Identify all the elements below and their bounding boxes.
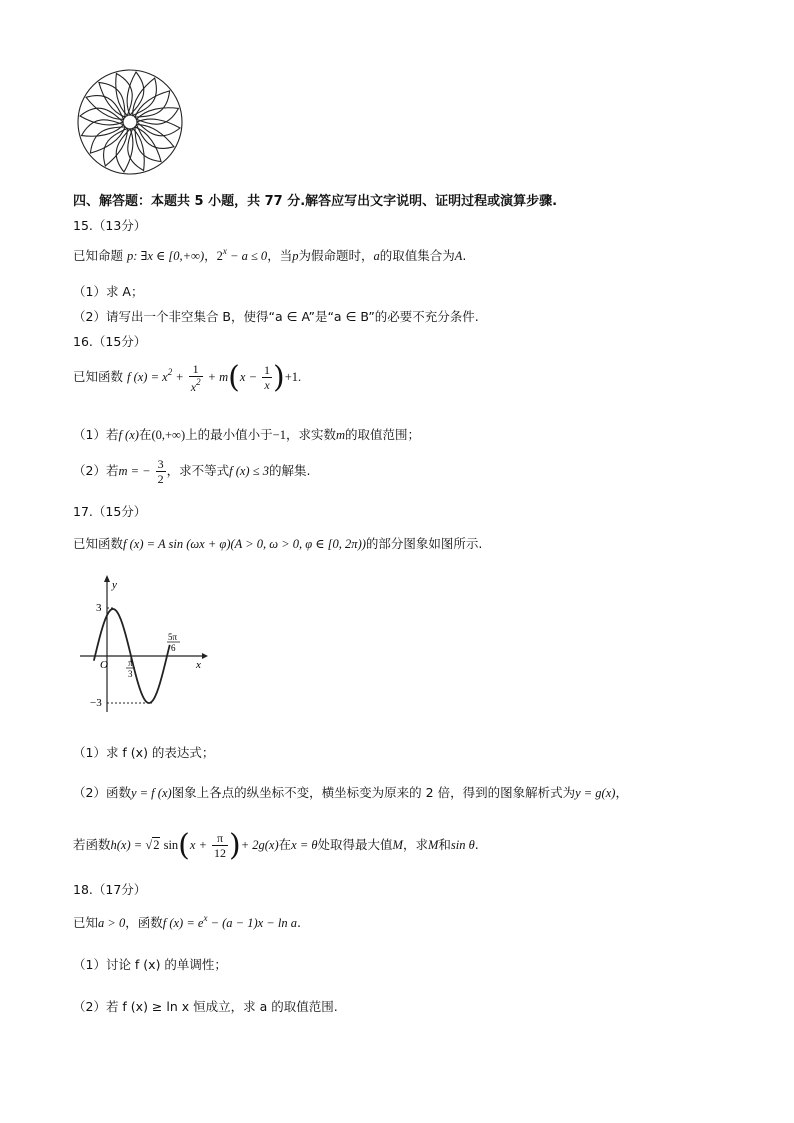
q16-part1: （1）若f (x)在(0,+∞)上的最小值小于−1，求实数m的取值范围； xyxy=(73,427,421,442)
q18-stem: 已知a > 0，函数f $(x) = e^x - (a - 1)x - \ln a$. xyxy=(73,913,301,930)
q16-header: 16.（15分） xyxy=(73,334,147,349)
y-label: y xyxy=(112,579,117,591)
q17-part2-line1: （2）函数y = f (x)图象上各点的纵坐标不变，横坐标变为原来的 2 倍，得到的图象解析式为y = g(x)， xyxy=(73,785,628,800)
q15-header: 15.（13分） xyxy=(73,218,147,233)
flower-petal xyxy=(83,90,129,122)
q18-part1: （1）讨论 f (x) 的单调性； xyxy=(73,957,227,972)
y-axis-arrow xyxy=(104,575,110,582)
tick-5pi6-num: 5π xyxy=(168,632,178,642)
q15-stem: 已知命题 p: ∃x ∈ [0,+∞)，$2^x - a \le 0$，当p为假命题时，a的取值集合为A. xyxy=(73,246,467,263)
q17-header: 17.（15分） xyxy=(73,504,147,519)
tick-5pi6-den: 6 xyxy=(171,643,176,653)
tick-pi3-num: π xyxy=(128,658,133,668)
x-axis-arrow xyxy=(202,653,208,659)
ymax-label: 3 xyxy=(96,602,102,614)
flower-emblem-icon xyxy=(74,68,186,176)
origin-label: O xyxy=(100,659,108,671)
section-title: 四、解答题：本题共 5 小题，共 77 分.解答应写出文字说明、证明过程或演算步骤. xyxy=(73,194,558,209)
flower-petal xyxy=(98,123,130,169)
q17-part2-line2: 若函数h(x) = √2 sin(x + $\frac{\pi}{12}$ )+ 2g(x)在x = θ处取得最大值M，求M和sin θ. xyxy=(73,828,479,863)
q15-part2: （2）请写出一个非空集合 B，使得“a ∈ A”是“a ∈ B”的必要不充分条件. xyxy=(73,309,479,324)
flower-petal xyxy=(130,75,162,121)
q17-stem: 已知函数f (x) = A sin (ωx + φ)(A > 0, ω > 0, φ ∈ [0, 2π))的部分图象如图所示. xyxy=(73,536,483,551)
q18-header: 18.（17分） xyxy=(73,882,147,897)
flower-petal xyxy=(131,122,177,154)
q16-stem: 已知函数 f $(x) = x^2$ + $\frac{1}{x^2}$ + m(x − $\frac{1}{x}$ )+1. xyxy=(73,360,302,395)
q17-part1: （1）求 f (x) 的表达式； xyxy=(73,745,215,760)
q15-part1: （1）求 A； xyxy=(73,284,144,299)
x-label: x xyxy=(196,659,201,671)
q18-part2: （2）若 f (x) ≥ ln x 恒成立，求 a 的取值范围. xyxy=(73,999,338,1014)
tick-pi3-den: 3 xyxy=(128,669,133,679)
q17-sine-graph xyxy=(74,572,209,717)
q16-part2: （2）若m = − $\frac{3}{2}$ ，求不等式f (x) ≤ 3的解集. xyxy=(73,457,311,486)
ymin-label: −3 xyxy=(90,697,102,709)
